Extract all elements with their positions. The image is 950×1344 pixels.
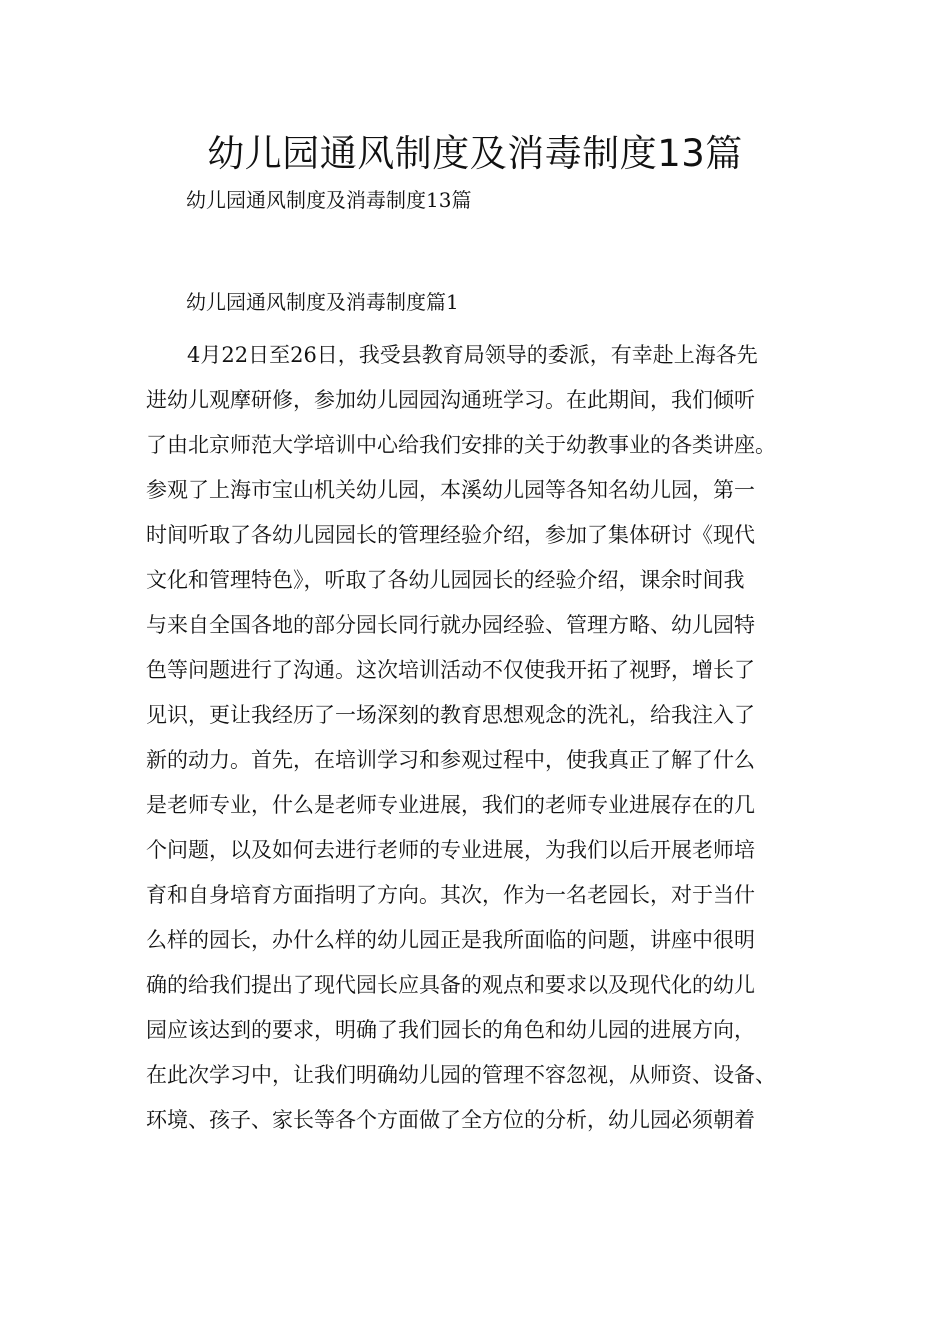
paragraph-line: 见识，更让我经历了一场深刻的教育思想观念的洗礼，给我注入了 bbox=[146, 703, 755, 727]
paragraph-line: 色等问题进行了沟通。这次培训活动不仅使我开拓了视野，增长了 bbox=[146, 658, 755, 682]
paragraph-line: 园应该达到的要求，明确了我们园长的角色和幼儿园的进展方向， bbox=[146, 1018, 755, 1042]
document-subtitle: 幼儿园通风制度及消毒制度13篇 bbox=[186, 188, 472, 212]
section-heading: 幼儿园通风制度及消毒制度篇1 bbox=[186, 290, 459, 314]
body-paragraph bbox=[146, 333, 836, 1143]
paragraph-line: 了由北京师范大学培训中心给我们安排的关于幼教事业的各类讲座。 bbox=[146, 433, 776, 457]
paragraph-line: 新的动力。首先，在培训学习和参观过程中，使我真正了解了什么 bbox=[146, 748, 755, 772]
paragraph-line: 进幼儿观摩研修，参加幼儿园园沟通班学习。在此期间，我们倾听 bbox=[146, 388, 755, 412]
paragraph-line: 是老师专业，什么是老师专业进展，我们的老师专业进展存在的几 bbox=[146, 793, 755, 817]
paragraph-line: 在此次学习中，让我们明确幼儿园的管理不容忽视，从师资、设备、 bbox=[146, 1063, 776, 1087]
paragraph-line: 环境、孩子、家长等各个方面做了全方位的分析，幼儿园必须朝着 bbox=[146, 1108, 755, 1132]
paragraph-line: 时间听取了各幼儿园园长的管理经验介绍，参加了集体研讨《现代 bbox=[146, 523, 755, 547]
document-title: 幼儿园通风制度及消毒制度13篇 bbox=[207, 132, 743, 175]
paragraph-line: 参观了上海市宝山机关幼儿园，本溪幼儿园等各知名幼儿园，第一 bbox=[146, 478, 755, 502]
paragraph-line: 确的给我们提出了现代园长应具备的观点和要求以及现代化的幼儿 bbox=[146, 973, 755, 997]
paragraph-line: 文化和管理特色》，听取了各幼儿园园长的经验介绍，课余时间我 bbox=[146, 568, 745, 592]
paragraph-line: 么样的园长，办什么样的幼儿园正是我所面临的问题，讲座中很明 bbox=[146, 928, 755, 952]
paragraph-line: 个问题，以及如何去进行老师的专业进展，为我们以后开展老师培 bbox=[146, 838, 755, 862]
paragraph-line: 育和自身培育方面指明了方向。其次，作为一名老园长，对于当什 bbox=[146, 883, 755, 907]
paragraph-line: 与来自全国各地的部分园长同行就办园经验、管理方略、幼儿园特 bbox=[146, 613, 755, 637]
paragraph-line: 4月22日至26日，我受县教育局领导的委派，有幸赴上海各先 bbox=[187, 343, 758, 367]
